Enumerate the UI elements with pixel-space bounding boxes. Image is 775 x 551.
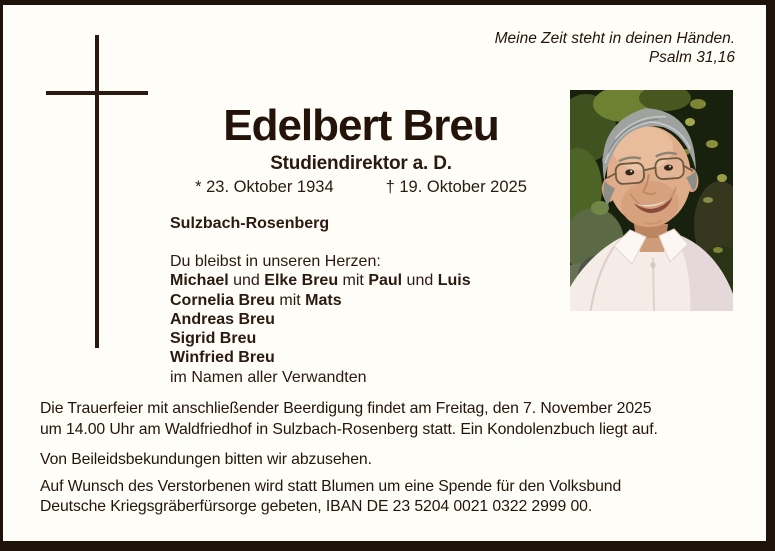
mourner-line: Michael und Elke Breu mit Paul und Luis: [170, 272, 471, 290]
notice-line: Auf Wunsch des Verstorbenen wird statt Blumen um eine Spende für den Volksbund: [40, 478, 622, 495]
cross-vertical-bar: [95, 35, 99, 348]
psalm-reference: Psalm 31,16: [648, 49, 735, 66]
condolence-notice: [40, 450, 750, 470]
funeral-notice: [40, 399, 750, 440]
mourner-line: Sigrid Breu: [170, 330, 257, 348]
mourner-line: Winfried Breu: [170, 349, 275, 367]
mourner-line: Cornelia Breu mit Mats: [170, 291, 342, 309]
residence: Sulzbach-Rosenberg: [170, 215, 330, 232]
birth-date: * 23. Oktober 1934: [195, 178, 334, 196]
psalm-quote-line: Meine Zeit steht in deinen Händen.: [494, 30, 735, 47]
deceased-title: Studiendirektor a. D.: [270, 153, 452, 174]
mourner-line: im Namen aller Verwandten: [170, 368, 367, 386]
portrait-photo: [570, 90, 733, 311]
death-date: † 19. Oktober 2025: [385, 178, 527, 196]
life-dates: [169, 178, 553, 197]
notice-line: Die Trauerfeier mit anschließender Beerdigung findet am Freitag, den 7. November 2025: [40, 400, 652, 417]
obituary-card: [3, 5, 766, 541]
psalm-quote: [495, 29, 735, 67]
notice-line: um 14.00 Uhr am Waldfriedhof in Sulzbach-Rosenberg statt. Ein Kondolenzbuch liegt auf.: [40, 420, 658, 438]
mourner-line: Andreas Breu: [170, 310, 275, 328]
portrait-photo-image: [570, 90, 733, 311]
mourners-list: [170, 252, 471, 387]
notice-line: Deutsche Kriegsgräberfürsorge gebeten, IBAN DE 23 5204 0021 0322 2999 00.: [40, 498, 593, 515]
notice-line: Von Beileidsbekundungen bitten wir abzusehen.: [40, 451, 372, 468]
mourner-line: Du bleibst in unseren Herzen:: [170, 253, 381, 270]
donation-notice: [40, 477, 750, 517]
cross-horizontal-bar: [46, 91, 148, 95]
deceased-name: Edelbert Breu: [223, 101, 499, 150]
